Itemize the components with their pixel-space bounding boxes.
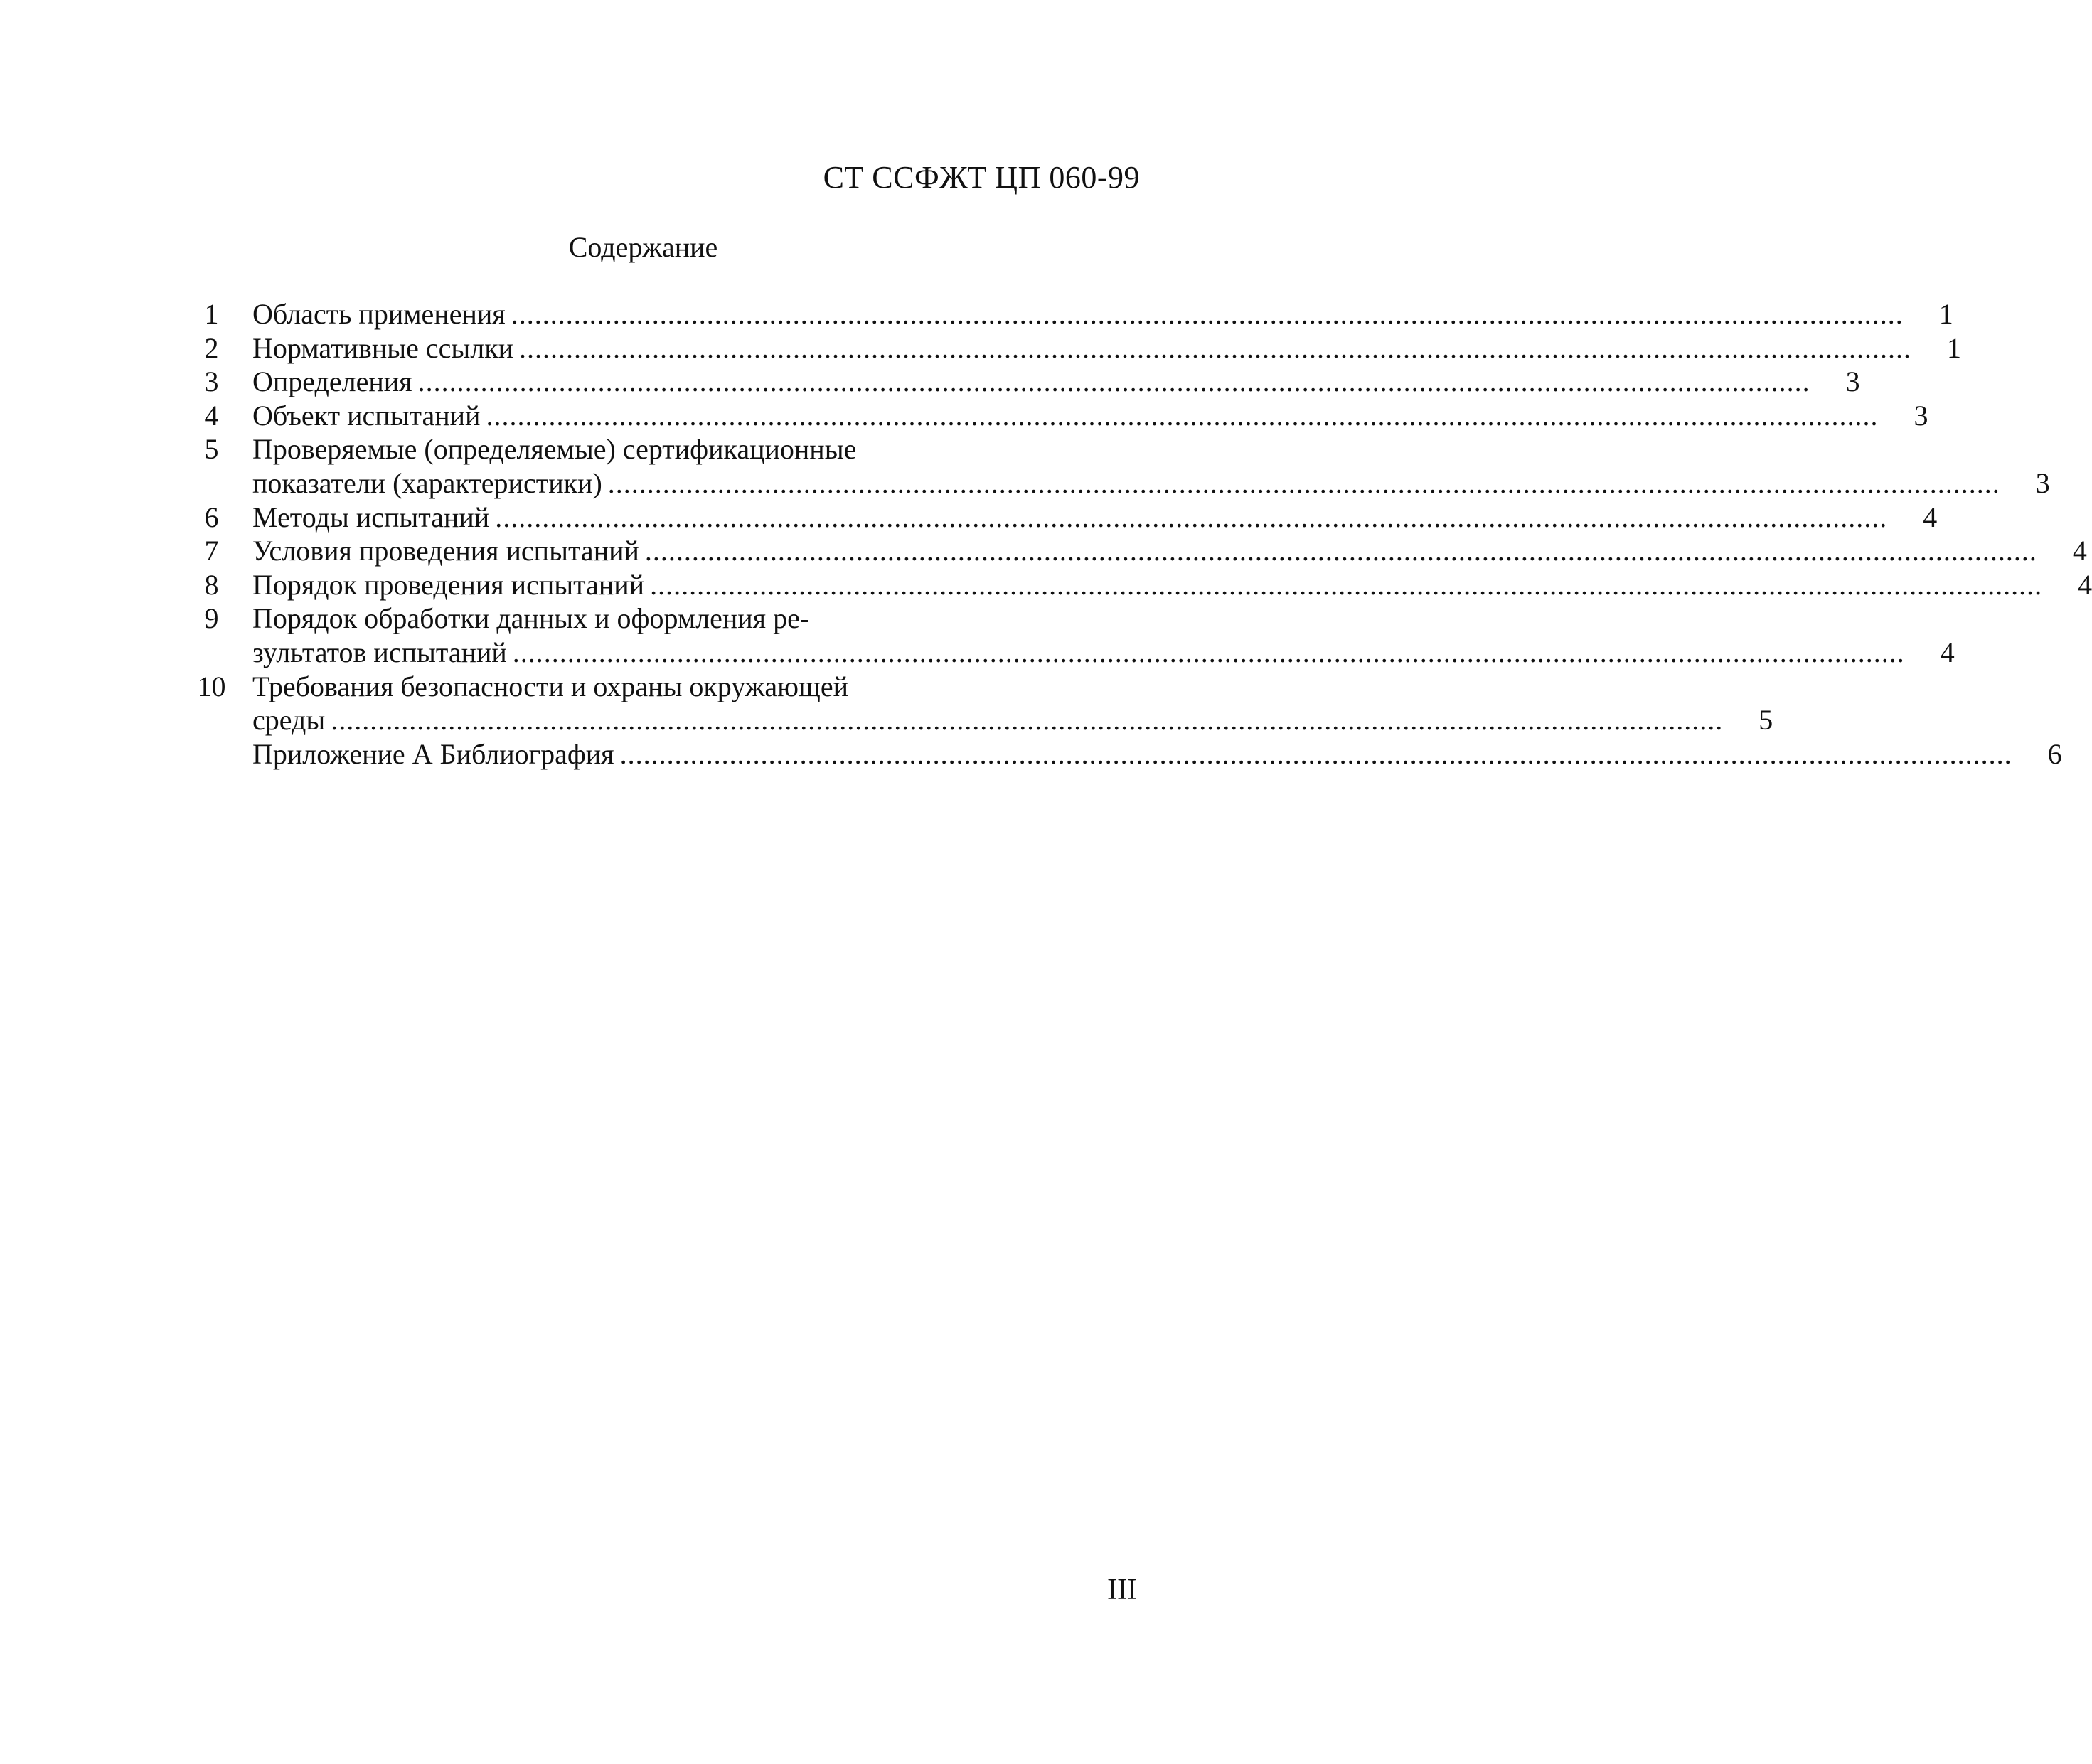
toc-line bbox=[252, 297, 1953, 331]
toc-entry bbox=[171, 602, 1955, 669]
toc-entry-title: Нормативные ссылки bbox=[252, 331, 514, 364]
toc-page-number: 4 bbox=[2078, 568, 2092, 601]
toc-entry-body bbox=[252, 331, 1961, 365]
toc-line bbox=[252, 501, 1937, 535]
toc-leader-dots bbox=[650, 568, 2042, 602]
toc-entry-body bbox=[252, 365, 1860, 399]
toc-line bbox=[252, 737, 2062, 771]
toc-leader-dots bbox=[519, 331, 1911, 365]
toc-line bbox=[252, 399, 1928, 433]
toc-entry-title: Приложение А Библиография bbox=[252, 737, 614, 770]
document-code: СТ ССФЖТ ЦП 060-99 bbox=[823, 160, 1140, 195]
toc-page-number: 4 bbox=[2072, 535, 2087, 567]
toc-line bbox=[252, 670, 1773, 704]
toc-entry-title: Определения bbox=[252, 365, 412, 398]
toc-page-number: 1 bbox=[1938, 298, 1953, 330]
toc-entry-title: среды bbox=[252, 704, 326, 737]
toc-title: Содержание bbox=[568, 231, 718, 263]
toc-entry-title: Порядок проведения испытаний bbox=[252, 568, 645, 601]
toc-entry-number: 10 bbox=[197, 670, 226, 702]
toc-entry-number: 2 bbox=[204, 331, 219, 364]
toc-entry bbox=[171, 670, 1773, 737]
toc-entry bbox=[171, 501, 1938, 535]
toc-line bbox=[252, 534, 2087, 568]
toc-line bbox=[252, 636, 1955, 670]
toc-page-number: 1 bbox=[1947, 331, 1962, 364]
toc-entry-title: показатели (характеристики) bbox=[252, 466, 602, 499]
toc-entry-title: зультатов испытаний bbox=[252, 636, 507, 668]
toc-line bbox=[252, 365, 1860, 399]
toc-entry-title: Требования безопасности и охраны окружающей bbox=[252, 670, 848, 702]
toc-page-number: 4 bbox=[1923, 501, 1938, 533]
toc-page-number: 4 bbox=[1940, 636, 1955, 668]
toc-entry bbox=[171, 568, 2092, 602]
toc-page-number: 3 bbox=[2035, 466, 2050, 499]
toc-entry bbox=[171, 365, 1860, 399]
toc-page-number: 5 bbox=[1759, 704, 1773, 737]
toc-leader-dots bbox=[645, 534, 2037, 568]
toc-entry-number: 8 bbox=[204, 568, 219, 601]
toc-entry-title: Методы испытаний bbox=[252, 501, 490, 533]
toc-page-number: 3 bbox=[1914, 399, 1928, 432]
toc-entry-title: Область применения bbox=[252, 298, 506, 330]
toc-entry bbox=[171, 297, 1953, 331]
table-of-contents bbox=[171, 297, 2092, 771]
toc-entry bbox=[171, 432, 2050, 500]
toc-leader-dots bbox=[608, 466, 2000, 501]
toc-entry-body bbox=[252, 602, 1955, 669]
toc-line bbox=[252, 703, 1773, 737]
toc-leader-dots bbox=[495, 501, 1887, 535]
toc-entry-body bbox=[252, 670, 1773, 737]
toc-entry-number: 7 bbox=[204, 535, 219, 567]
toc-leader-dots bbox=[511, 297, 1904, 331]
toc-line bbox=[252, 331, 1961, 365]
toc-page-number: 6 bbox=[2047, 737, 2062, 770]
toc-entry-body bbox=[252, 501, 1937, 535]
toc-entry-title: Условия проведения испытаний bbox=[252, 535, 639, 567]
toc-entry-body bbox=[252, 534, 2087, 568]
toc-entry-number: 6 bbox=[204, 501, 219, 533]
toc-entry bbox=[171, 534, 2087, 568]
toc-line bbox=[252, 568, 2092, 602]
toc-entry-body bbox=[252, 568, 2092, 602]
toc-line bbox=[252, 602, 1955, 636]
toc-entry-body bbox=[252, 432, 2050, 500]
toc-entry-number: 4 bbox=[204, 399, 219, 432]
toc-leader-dots bbox=[418, 365, 1810, 399]
toc-entry-title: Порядок обработки данных и оформления ре- bbox=[252, 602, 810, 635]
toc-entry bbox=[171, 331, 1962, 365]
toc-leader-dots bbox=[513, 636, 1905, 670]
toc-entry-body bbox=[252, 737, 2062, 771]
toc-entry-number: 9 bbox=[204, 602, 219, 635]
toc-entry-body bbox=[252, 297, 1953, 331]
toc-entry-title: Проверяемые (определяемые) сертификационные bbox=[252, 433, 857, 466]
toc-entry-number: 1 bbox=[204, 298, 219, 330]
toc-leader-dots bbox=[331, 703, 1723, 737]
toc-page-number: 3 bbox=[1845, 365, 1860, 398]
toc-entry bbox=[171, 399, 1928, 433]
toc-entry bbox=[171, 737, 2062, 771]
toc-line bbox=[252, 432, 2050, 466]
page-number: III bbox=[1107, 1573, 1137, 1606]
toc-leader-dots bbox=[486, 399, 1878, 433]
toc-leader-dots bbox=[620, 737, 2012, 771]
toc-entry-number: 5 bbox=[204, 433, 219, 466]
toc-entry-body bbox=[252, 399, 1928, 433]
toc-entry-number: 3 bbox=[204, 365, 219, 398]
toc-line bbox=[252, 466, 2050, 501]
toc-entry-title: Объект испытаний bbox=[252, 399, 481, 432]
